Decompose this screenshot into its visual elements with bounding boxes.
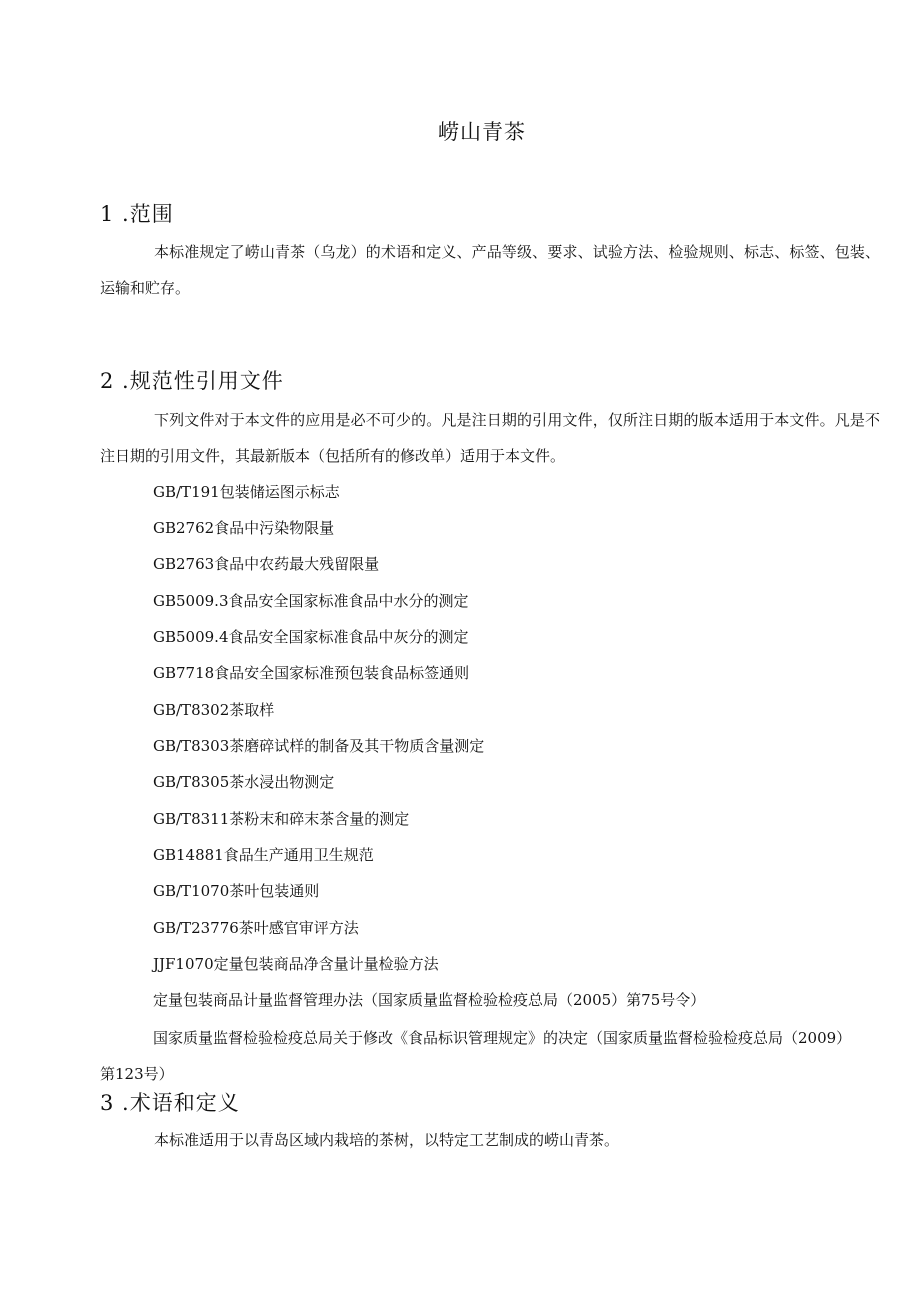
section-body-scope: 本标准规定了崂山青茶（乌龙）的术语和定义、产品等级、要求、试验方法、检验规则、标志、标签、包装、运输和贮存。 — [100, 243, 880, 297]
reference-item: GB/T8311茶粉末和碎末茶含量的测定 — [153, 810, 410, 828]
reference-item: GB/T191包装储运图示标志 — [153, 483, 340, 501]
reference-item: 定量包装商品计量监督管理办法（国家质量监督检验检疫总局（2005）第75号令） — [153, 991, 706, 1009]
reference-item: GB5009.3食品安全国家标准食品中水分的测定 — [153, 592, 469, 610]
reference-item: GB/T1070茶叶包装通则 — [153, 882, 320, 900]
section-heading-scope: 1 .范围 — [100, 202, 174, 226]
section-heading-terms-definitions: 3 .术语和定义 — [100, 1091, 240, 1115]
section-body-normative-references: 下列文件对于本文件的应用是必不可少的。凡是注日期的引用文件，仅所注日期的版本适用于本文件。凡是不注日期的引用文件，其最新版本（包括所有的修改单）适用于本文件。 — [100, 411, 880, 465]
reference-item: GB2763食品中农药最大残留限量 — [153, 555, 380, 573]
reference-item: GB14881食品生产通用卫生规范 — [153, 846, 374, 864]
document-title: 崂山青茶 — [438, 120, 526, 144]
reference-item: GB7718食品安全国家标准预包装食品标签通则 — [153, 664, 470, 682]
reference-item: GB2762食品中污染物限量 — [153, 519, 335, 537]
reference-item: GB/T8303茶磨碎试样的制备及其干物质含量测定 — [153, 737, 485, 755]
reference-item: GB/T23776茶叶感官审评方法 — [153, 919, 359, 937]
reference-item: GB/T8302茶取样 — [153, 701, 275, 719]
reference-item: JJF1070定量包装商品净含量计量检验方法 — [153, 955, 439, 973]
section-heading-normative-references: 2 .规范性引用文件 — [100, 369, 284, 393]
reference-item: GB/T8305茶水浸出物测定 — [153, 773, 335, 791]
section-body-terms-definitions: 本标准适用于以青岛区域内栽培的茶树，以特定工艺制成的崂山青茶。 — [154, 1131, 620, 1149]
reference-item-wrapped: 国家质量监督检验检疫总局关于修改《食品标识管理规定》的决定（国家质量监督检验检疫总局（2009）第123号） — [100, 1029, 852, 1083]
reference-item: GB5009.4食品安全国家标准食品中灰分的测定 — [153, 628, 469, 646]
